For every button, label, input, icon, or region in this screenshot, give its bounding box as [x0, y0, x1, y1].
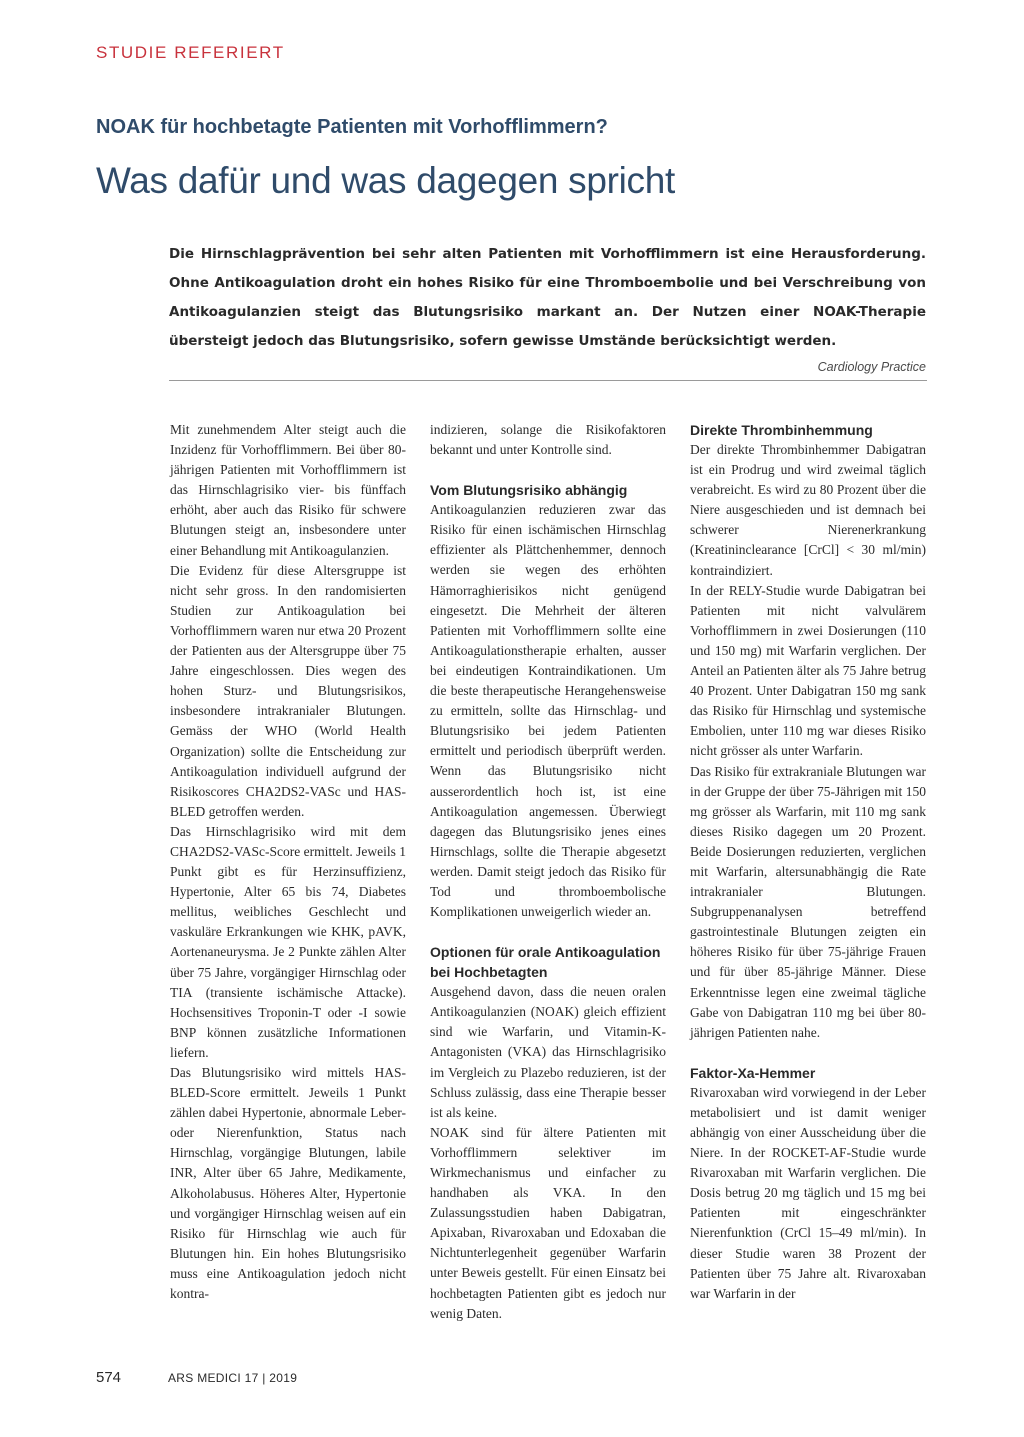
page-number: 574	[96, 1369, 122, 1386]
paragraph: Antikoagulanzien reduzieren zwar das Risiko für einen ischämischen Hirnschlag effizienter als Plättchenhemmer, dennoch werden sie wegen des erhöhten Hämorraghierisikos nicht genügend eingesetzt. Die Mehrheit der älteren Patienten mit Vorhofflimmern sollte eine Antikoagulationstherapie erhalten, ausser bei eindeutigen Kontraindikationen. Um die beste therapeutische Herangehensweise zu ermitteln, sollte das Hirnschlag- und Blutungsrisiko bei jedem Patienten ermittelt und periodisch überprüft werden. Wenn das Blutungsrisiko nicht ausserordentlich hoch ist, ist eine Antikoagulation angemessen. Überwiegt dagegen das Blutungsrisiko jenes eines Hirnschlags, sollte die Therapie abgesetzt werden. Damit steigt jedoch das Risiko für Tod und thromboembolische Komplikationen unweigerlich wieder an.	[430, 502, 666, 920]
text-column-3	[690, 420, 926, 1304]
paragraph: Die Evidenz für diese Altersgruppe ist nicht sehr gross. In den randomisierten Studien zur Antikoagulation bei Vorhofflimmern waren nur etwa 20 Prozent der Patienten aus der Altersgruppe über 75 Jahre eingeschlossen. Dies wegen des hohen Sturz- und Blutungsrisikos, insbesondere intrakranialer Blutungen. Gemäss der WHO (World Health Organization) sollte die Entscheidung zur Antikoagulation individuell aufgrund der Risikoscores CHA2DS2-VASc und HAS-BLED getroffen werden.	[170, 562, 406, 819]
paragraph: indizieren, solange die Risikofaktoren bekannt und unter Kontrolle sind.	[430, 422, 666, 458]
spacer	[430, 922, 666, 942]
subheading: Faktor-Xa-Hemmer	[690, 1064, 816, 1081]
subheading: Optionen für orale Antikoagulation bei Hochbetagten	[430, 944, 661, 981]
paragraph: Das Risiko für extrakraniale Blutungen war in der Gruppe der über 75-Jährigen mit 150 mg grösser als Warfarin, mit 110 mg sank dieses Risiko dagegen um 20 Prozent. Beide Dosierungen reduzierten, verglichen mit Warfarin, altersunabhängig die Rate intrakranialer Blutungen. Subgruppenanalysen betreffend gastrointestinale Blutungen zeigten ein höheres Risiko für über 75-jährige Frauen und für über 85-jährige Männer. Diese Erkenntnisse legen eine zweimal tägliche Gabe von Dabigatran 110 mg bei über 80-jährigen Patienten nahe.	[690, 763, 926, 1040]
article-lead: Die Hirnschlagprävention bei sehr alten Patienten mit Vorhofflimmern ist eine Herausforderung. Ohne Antikoagulation droht ein hohes Risiko für eine Thromboembolie und bei Verschreibung von Antikoagulanzien steigt das Blutungsrisiko markant an. Der Nutzen einer NOAK-Therapie übersteigt jedoch das Blutungsrisiko, sofern gewisse Umstände berücksichtigt werden.	[169, 246, 926, 349]
text-column-2	[430, 420, 666, 1324]
paragraph: Ausgehend davon, dass die neuen oralen Antikoagulanzien (NOAK) gleich effizient sind wie Warfarin, und Vitamin-K-Antagonisten (VKA) das Hirnschlagrisiko im Vergleich zu Plazebo reduzieren, ist der Schluss zulässig, dass eine Therapie besser ist als keine.	[430, 984, 666, 1120]
article-source: Cardiology Practice	[817, 360, 926, 374]
article-kicker: NOAK für hochbetagte Patienten mit Vorhofflimmern?	[96, 116, 608, 138]
paragraph: Rivaroxaban wird vorwiegend in der Leber metabolisiert und ist damit weniger abhängig von einer Ausscheidung über die Niere. In der ROCKET-AF-Studie wurde Rivaroxaban mit Warfarin verglichen. Die Dosis betrug 20 mg täglich und 15 mg bei Patienten mit eingeschränkter Nierenfunktion (CrCl 15–49 ml/min). In dieser Studie waren 38 Prozent der Patienten über 75 Jahre alt. Rivaroxaban war Warfarin in der	[690, 1084, 926, 1301]
subheading: Vom Blutungsrisiko abhängig	[430, 482, 628, 499]
paragraph: Mit zunehmendem Alter steigt auch die Inzidenz für Vorhofflimmern. Bei über 80-jährigen Patienten mit Vorhofflimmern ist das Hirnschlagrisiko vier- bis fünffach erhöht, aber auch das Risiko für schwere Blutungen steigt an, insbesondere unter einer Behandlung mit Antikoagulanzien.	[170, 422, 406, 558]
subheading: Direkte Thrombinhemmung	[690, 422, 873, 438]
paragraph: Der direkte Thrombinhemmer Dabigatran ist ein Prodrug und wird zweimal täglich verabreicht. Es wird zu 80 Prozent über die Niere ausgeschieden und ist demnach bei schwerer Nierenerkrankung (Kreatininclearance [CrCl] < 30 ml/min) kontraindiziert.	[690, 442, 926, 578]
spacer	[430, 460, 666, 480]
paragraph: Das Hirnschlagrisiko wird mit dem CHA2DS2-VASc-Score ermittelt. Jeweils 1 Punkt gibt es für Herzinsuffizienz, Hypertonie, Alter 65 bis 74, Diabetes mellitus, weibliches Geschlecht und vaskuläre Erkrankungen wie KHK, pAVK, Aortenaneurysma. Je 2 Punkte zählen Alter über 75 Jahre, vorgängiger Hirnschlag oder TIA (transiente ischämische Attacke). Hochsensitives Troponin-T oder -I sowie BNP können zusätzliche Informationen liefern.	[170, 823, 406, 1060]
article-title: Was dafür und was dagegen spricht	[96, 160, 676, 201]
section-label: STUDIE REFERIERT	[96, 43, 285, 62]
journal-issue: ARS MEDICI 17 | 2019	[168, 1371, 298, 1385]
paragraph: Das Blutungsrisiko wird mittels HAS-BLED-Score ermittelt. Jeweils 1 Punkt zählen dabei Hypertonie, abnormale Leber- oder Nierenfunktion, Status nach Hirnschlag, vorgängige Blutungen, labile INR, Alter über 65 Jahre, Medikamente, Alkoholabusus. Höheres Alter, Hypertonie und vorgängiger Hirnschlag weisen auf ein Risiko für Hirnschlag wie auch für Blutungen hin. Ein hohes Blutungsrisiko muss eine Antikoagulation jedoch nicht kontra-	[170, 1065, 406, 1302]
paragraph: In der RELY-Studie wurde Dabigatran bei Patienten mit nicht valvulärem Vorhofflimmern in zwei Dosierungen (110 und 150 mg) mit Warfarin verglichen. Der Anteil an Patienten älter als 75 Jahre betrug 40 Prozent. Unter Dabigatran 150 mg sank das Risiko für Hirnschlag und systemische Embolien, unter 110 mg war dieses Risiko nicht grösser als unter Warfarin.	[690, 582, 926, 759]
spacer	[690, 1043, 926, 1063]
paragraph: NOAK sind für ältere Patienten mit Vorhofflimmern selektiver im Wirkmechanismus und einfacher zu handhaben als VKA. In den Zulassungsstudien haben Dabigatran, Apixaban, Rivaroxaban und Edoxaban die Nichtunterlegenheit gegenüber Warfarin unter Beweis gestellt. Für einen Einsatz bei hochbetagten Patienten gibt es jedoch nur wenig Daten.	[430, 1124, 666, 1321]
divider	[169, 380, 927, 381]
text-column-1	[170, 420, 406, 1304]
